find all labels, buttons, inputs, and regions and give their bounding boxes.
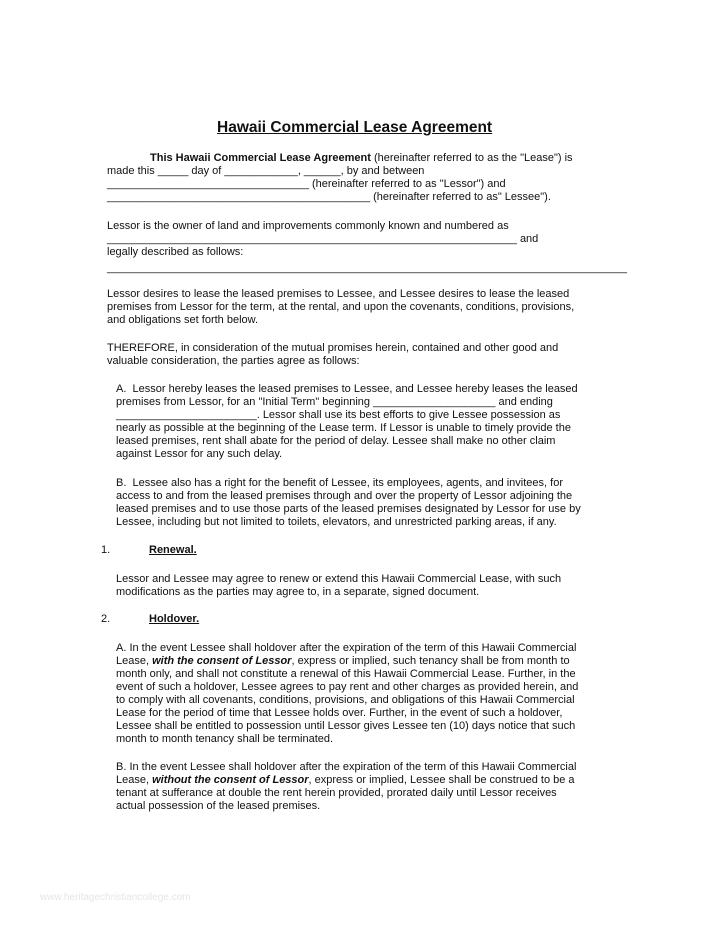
section-1-line-1: Lessor and Lessee may agree to renew or extend this Hawaii Commercial Lease, with such <box>116 573 562 585</box>
intro-agreement-name: This Hawaii Commercial Lease Agreement <box>150 152 371 164</box>
holdover-a-line-2 <box>116 655 570 668</box>
para-a-line-5: leased premises, rent shall abate for the period of delay. Lessee shall make no other claim <box>116 435 556 447</box>
holdover-a-line-8: month to month tenancy shall be terminated. <box>116 733 334 745</box>
section-2-heading: Holdover. <box>149 613 200 625</box>
holdover-a-line-2-pre: Lease, <box>116 655 153 667</box>
holdover-b-line-1: B. In the event Lessee shall holdover after the expiration of the term of this Hawaii Commercial <box>116 761 577 773</box>
para-a-line-6: against Lessor for any such delay. <box>116 448 283 460</box>
section-2-number: 2. <box>101 613 111 625</box>
section-1-number: 1. <box>101 544 111 556</box>
para-b-line-3: leased premises and to use those parts of the leased premises designated by Lessor for use by <box>116 503 581 515</box>
holdover-a-emphasis: with the consent of Lessor <box>152 655 292 667</box>
desires-line-2: premises from Lessor for the term, at the rental, and upon the covenants, conditions, provisions, <box>107 301 575 313</box>
para-a-line-4: nearly as possible at the beginning of the Lease term. If Lessor is unable to timely provide the <box>116 422 571 434</box>
intro-line-1-rest: (hereinafter referred to as the "Lease") is <box>370 152 573 164</box>
holdover-b-line-2 <box>116 774 575 787</box>
holdover-b-line-2-pre: Lease, <box>116 774 153 786</box>
holdover-b-line-4: actual possession of the leased premises. <box>116 800 321 812</box>
therefore-line-1: THEREFORE, in consideration of the mutual promises herein, contained and other good and <box>107 342 559 354</box>
para-a-line-1: A. Lessor hereby leases the leased premises to Lessee, and Lessee hereby leases the leased <box>116 383 578 395</box>
para-a-line-3: _______________________. Lessor shall use its best efforts to give Lessee possession as <box>116 409 561 421</box>
section-1-line-2: modifications as the parties may agree to, in a separate, signed document. <box>116 586 480 598</box>
intro-line-4: ___________________________________________ (hereinafter referred to as" Lessee"). <box>107 191 551 203</box>
para-b-line-1: B. Lessee also has a right for the benefit of Lessee, its employees, agents, and invitees, for <box>116 477 563 489</box>
para-b-line-4: Lessee, including but not limited to toilets, elevators, and unrestricted parking areas, if any. <box>116 516 557 528</box>
owner-line-3: legally described as follows: <box>107 246 244 258</box>
intro-line-3: _________________________________ (hereinafter referred to as "Lessor") and <box>107 178 506 190</box>
para-a-line-2: premises from Lessor, for an "Initial Term" beginning ____________________ and ending <box>116 396 553 408</box>
watermark-text: www.heritagechristiancollege.com <box>40 892 191 903</box>
section-1-heading: Renewal. <box>149 544 197 556</box>
therefore-line-2: valuable consideration, the parties agree as follows: <box>107 355 360 367</box>
owner-line-2: ___________________________________________________________________ and <box>107 233 539 245</box>
holdover-a-line-2-post: , express or implied, such tenancy shall be from month to <box>291 655 570 667</box>
intro-line-1 <box>150 152 573 165</box>
para-b-line-2: access to and from the leased premises through and over the property of Lessor adjoining the <box>116 490 573 502</box>
holdover-a-line-5: to comply with all covenants, conditions, provisions, and obligations of this Hawaii Commercial <box>116 694 575 706</box>
holdover-a-line-7: Lessee shall be entitled to possession until Lessor gives Lessee ten (10) days notice that such <box>116 720 576 732</box>
desires-line-3: and obligations set forth below. <box>107 314 259 326</box>
intro-line-2: made this _____ day of ____________, ______, by and between <box>107 165 425 177</box>
holdover-a-line-6: Lease for the period of time that Lessee holds over. Further, in the event of such a holdover, <box>116 707 563 719</box>
holdover-a-line-1: A. In the event Lessee shall holdover after the expiration of the term of this Hawaii Commercial <box>116 642 577 654</box>
owner-line-1: Lessor is the owner of land and improvements commonly known and numbered as <box>107 220 509 232</box>
document-title: Hawaii Commercial Lease Agreement <box>217 119 493 136</box>
owner-line-4: _____________________________________________________________________________________ <box>107 262 628 274</box>
holdover-b-line-2-post: , express or implied, Lessee shall be construed to be a <box>308 774 575 786</box>
holdover-b-line-3: tenant at sufferance at double the rent herein provided, prorated daily until Lessor receives <box>116 787 557 799</box>
holdover-a-line-4: event of such a holdover, Lessee agrees to pay rent and other charges as provided herein, and <box>116 681 579 693</box>
holdover-b-emphasis: without the consent of Lessor <box>152 774 309 786</box>
holdover-a-line-3: month only, and shall not constitute a renewal of this Hawaii Commercial Lease. Further, in the <box>116 668 576 680</box>
desires-line-1: Lessor desires to lease the leased premises to Lessee, and Lessee desires to lease the leased <box>107 288 570 300</box>
